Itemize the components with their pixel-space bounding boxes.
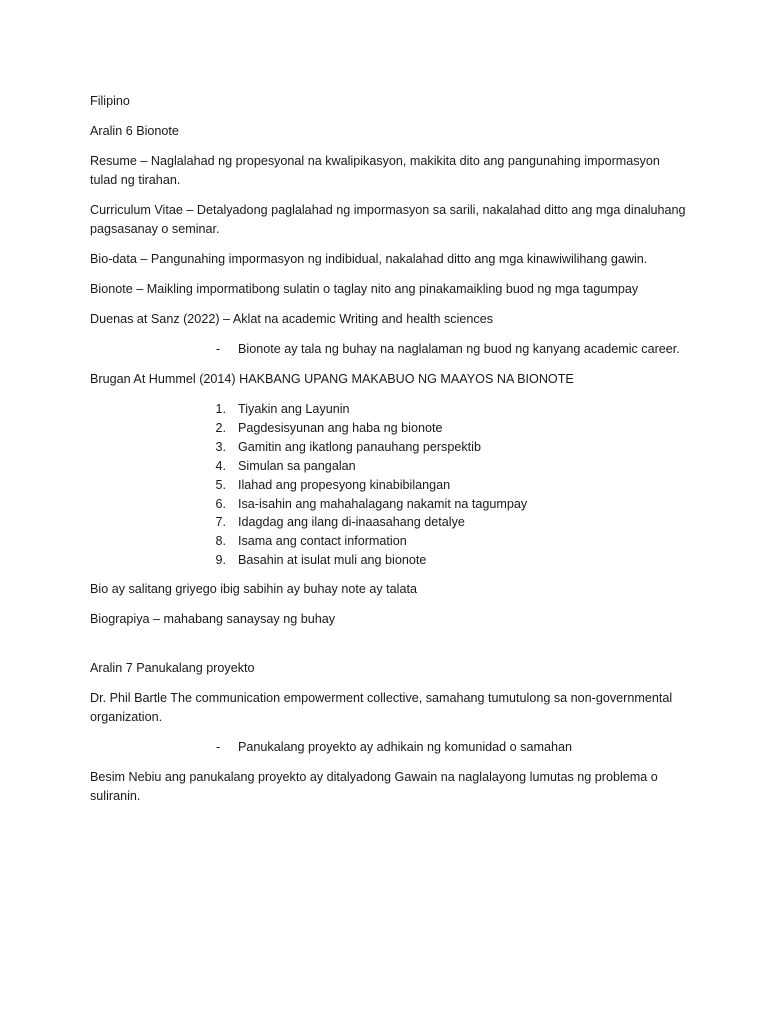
list-item: 9. Basahin at isulat muli ang bionote [215,553,427,568]
panukala-note-text: Panukalang proyekto ay adhikain ng komunidad o samahan [238,740,572,755]
phil-bartle-reference: Dr. Phil Bartle The communication empowerment collective, samahang tumutulong sa non-governmental organization. [90,691,673,725]
bionote-definition: Bionote – Maikling impormatibong sulatin o taglay nito ang pinakamaikling buod ng mga tagumpay [90,282,639,296]
bionote-dash-item [90,340,690,359]
list-item: 5. Ilahad ang propesyong kinabibilangan [215,477,451,492]
besim-nebiu-reference: Besim Nebiu ang panukalang proyekto ay ditalyadong Gawain na naglalayong lumutas ng problema o suliranin. [90,770,658,804]
list-item: 8. Isama ang contact information [215,534,407,549]
lesson-6-title: Aralin 6 Bionote [90,124,179,138]
curriculum-vitae-definition: Curriculum Vitae – Detalyadong paglalahad ng impormasyon sa sarili, nakalahad ditto ang mga dinaluhang pagsasanay o seminar. [90,203,686,236]
panukala-dash-item [90,738,690,757]
document-body [90,92,690,817]
brugan-hummel-heading: Brugan At Hummel (2014) HAKBANG UPANG MAKABUO NG MAAYOS NA BIONOTE [90,372,574,386]
dash-marker: - [216,342,221,356]
bio-meaning: Bio ay salitang griyego ibig sabihin ay buhay note ay talata [90,582,417,597]
duenas-sanz-reference: Duenas at Sanz (2022) – Aklat na academic Writing and health sciences [90,312,493,326]
list-item: 4. Simulan sa pangalan [215,458,356,473]
lesson-7-title: Aralin 7 Panukalang proyekto [90,661,255,676]
bio-data-definition: Bio-data – Pangunahing impormasyon ng indibidual, nakalahad ditto ang mga kinawiwilihang gawin. [90,252,648,266]
bionote-steps-list [90,400,690,570]
list-item: 2. Pagdesisyunan ang haba ng bionote [215,420,443,435]
list-item: 1. Tiyakin ang Layunin [215,402,350,416]
resume-definition: Resume – Naglalahad ng propesyonal na kwalipikasyon, makikita dito ang pangunahing impormasyon tulad ng tirahan. [90,154,660,187]
list-item: 3. Gamitin ang ikatlong panauhang perspektib [215,439,481,454]
list-item: 7. Idagdag ang ilang di-inaasahang detalye [215,515,465,530]
blank-line [90,640,690,659]
bionote-note-text: Bionote ay tala ng buhay na naglalaman ng buod ng kanyang academic career. [238,342,680,356]
list-item: 6. Isa-isahin ang mahahalagang nakamit na tagumpay [215,496,528,511]
subject-heading: Filipino [90,94,130,108]
dash-marker: - [216,740,221,755]
biograpiya-definition: Biograpiya – mahabang sanaysay ng buhay [90,612,336,627]
